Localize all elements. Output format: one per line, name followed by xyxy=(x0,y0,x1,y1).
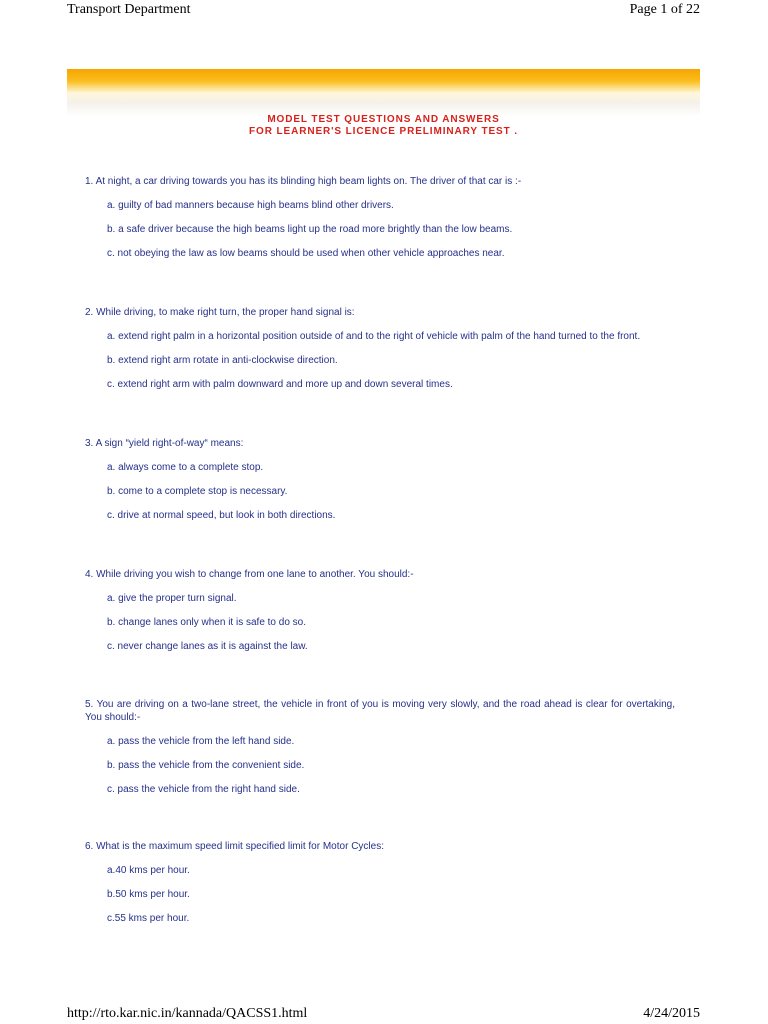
answer-option: b. extend right arm rotate in anti-clockwise direction. xyxy=(107,355,338,366)
answer-option: c. drive at normal speed, but look in both directions. xyxy=(107,510,336,521)
answer-option: c. not obeying the law as low beams should be used when other vehicle approaches near. xyxy=(107,248,505,259)
orange-banner xyxy=(67,69,700,117)
answer-option: a. give the proper turn signal. xyxy=(107,593,237,604)
answer-option: b. pass the vehicle from the convenient side. xyxy=(107,760,305,771)
answer-option: a. guilty of bad manners because high beams blind other drivers. xyxy=(107,200,394,211)
answer-option: b. change lanes only when it is safe to do so. xyxy=(107,617,307,628)
question-2 xyxy=(85,306,675,391)
title-line-1: MODEL TEST QUESTIONS AND ANSWERS xyxy=(267,114,500,125)
answer-option: b. come to a complete stop is necessary. xyxy=(107,486,288,497)
header-page-number: Page 1 of 22 xyxy=(629,2,700,17)
answer-option: a. extend right palm in a horizontal position outside of and to the right of vehicle with palm of the hand turned to the front. xyxy=(107,331,641,342)
question-6 xyxy=(85,840,675,925)
answer-option: b.50 kms per hour. xyxy=(107,889,190,900)
document-title xyxy=(67,114,700,138)
answer-option: c. never change lanes as it is against the law. xyxy=(107,641,308,652)
answer-option: c.55 kms per hour. xyxy=(107,913,190,924)
question-text: 2. While driving, to make right turn, the proper hand signal is: xyxy=(85,307,355,318)
question-text: 3. A sign “yield right-of-way“ means: xyxy=(85,438,244,449)
question-3 xyxy=(85,437,675,522)
header-site-name: Transport Department xyxy=(67,2,191,17)
question-text: 5. You are driving on a two-lane street, the vehicle in front of you is moving very slowly, and the road ahead is clear for overtaking, You should:- xyxy=(85,699,675,723)
answer-option: c. pass the vehicle from the right hand side. xyxy=(107,784,300,795)
title-line-2: FOR LEARNER'S LICENCE PRELIMINARY TEST . xyxy=(249,126,518,137)
footer-date: 4/24/2015 xyxy=(643,1006,700,1021)
answer-option: a.40 kms per hour. xyxy=(107,865,190,876)
question-5 xyxy=(85,698,675,796)
question-text: 1. At night, a car driving towards you has its blinding high beam lights on. The driver of that car is :- xyxy=(85,176,522,187)
question-text: 4. While driving you wish to change from one lane to another. You should:- xyxy=(85,569,414,580)
answer-option: a. always come to a complete stop. xyxy=(107,462,264,473)
question-4 xyxy=(85,568,675,653)
question-1 xyxy=(85,175,675,260)
question-text: 6. What is the maximum speed limit specified limit for Motor Cycles: xyxy=(85,841,384,852)
footer-url: http://rto.kar.nic.in/kannada/QACSS1.html xyxy=(67,1006,308,1021)
print-header xyxy=(67,2,700,18)
print-footer xyxy=(67,1006,700,1022)
answer-option: c. extend right arm with palm downward and more up and down several times. xyxy=(107,379,453,390)
answer-option: a. pass the vehicle from the left hand side. xyxy=(107,736,295,747)
answer-option: b. a safe driver because the high beams light up the road more brightly than the low beams. xyxy=(107,224,513,235)
